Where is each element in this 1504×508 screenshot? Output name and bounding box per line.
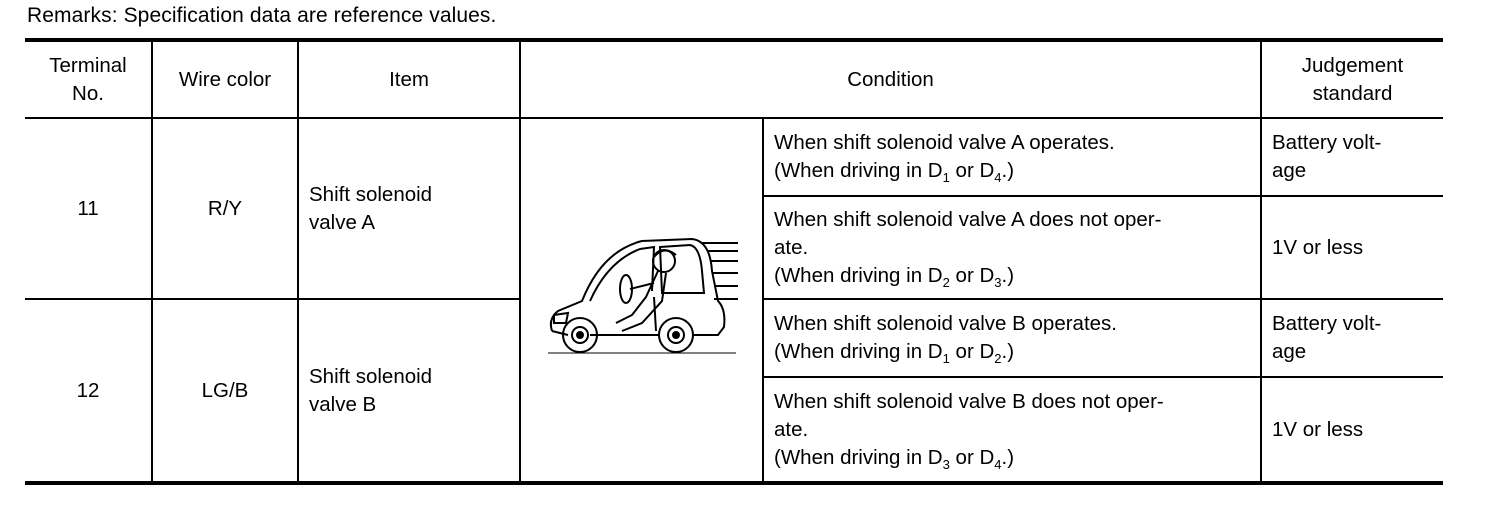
item-line1: Shift solenoid xyxy=(309,364,433,388)
header-terminal-line2: No. xyxy=(72,81,104,105)
condition-cell xyxy=(763,196,1261,299)
condition-text: or D xyxy=(949,263,995,287)
spec-table xyxy=(25,38,1443,485)
terminal-cell: 12 xyxy=(25,299,152,483)
judgement-cell xyxy=(1261,299,1443,377)
judgement-text: age xyxy=(1272,159,1307,182)
subscript: 2 xyxy=(942,274,950,290)
header-item: Item xyxy=(298,40,520,118)
subscript: 3 xyxy=(994,274,1002,290)
header-wire-color: Wire color xyxy=(152,40,298,118)
condition-cell xyxy=(763,299,1261,377)
condition-text: .) xyxy=(1001,445,1015,469)
subscript: 1 xyxy=(942,351,950,366)
illustration-cell xyxy=(520,118,763,483)
condition-text: (When driving in D xyxy=(774,340,943,363)
subscript: 2 xyxy=(994,351,1002,366)
condition-text: When shift solenoid valve A does not oper- xyxy=(774,207,1162,231)
wire-color-cell: R/Y xyxy=(152,118,298,299)
header-judgement-line2: standard xyxy=(1312,81,1393,105)
header-judgement-line1: Judgement xyxy=(1301,53,1404,77)
header-condition: Condition xyxy=(520,40,1261,118)
condition-text: When shift solenoid valve B does not oper- xyxy=(774,389,1164,413)
condition-text: (When driving in D xyxy=(774,445,943,469)
subscript: 3 xyxy=(942,456,950,472)
condition-text: or D xyxy=(949,159,995,182)
condition-text: When shift solenoid valve A operates. xyxy=(774,131,1115,154)
item-cell xyxy=(298,118,520,299)
wire-color-cell: LG/B xyxy=(152,299,298,483)
table-header-row xyxy=(25,40,1443,118)
subscript: 1 xyxy=(942,170,950,185)
condition-text: .) xyxy=(1001,159,1015,182)
header-terminal xyxy=(25,40,152,118)
condition-text: .) xyxy=(1001,263,1015,287)
item-cell xyxy=(298,299,520,483)
header-terminal-line1: Terminal xyxy=(49,53,127,77)
condition-text: or D xyxy=(949,340,995,363)
judgement-text: Battery volt- xyxy=(1272,131,1382,154)
item-line2: valve B xyxy=(309,392,377,416)
item-line2: valve A xyxy=(309,210,376,234)
condition-cell xyxy=(763,377,1261,483)
condition-text: (When driving in D xyxy=(774,263,943,287)
condition-text: .) xyxy=(1001,340,1015,363)
condition-text: ate. xyxy=(774,235,809,259)
condition-text: ate. xyxy=(774,417,809,441)
judgement-text: Battery volt- xyxy=(1272,312,1382,335)
judgement-text: age xyxy=(1272,340,1307,363)
car-driving-illustration-icon xyxy=(542,231,742,361)
remarks-text: Remarks: Specification data are reference values. xyxy=(27,4,497,27)
condition-cell xyxy=(763,118,1261,196)
item-line1: Shift solenoid xyxy=(309,182,433,206)
subscript: 4 xyxy=(994,456,1002,472)
subscript: 4 xyxy=(994,170,1002,185)
condition-text: (When driving in D xyxy=(774,159,943,182)
header-judgement xyxy=(1261,40,1443,118)
condition-text: When shift solenoid valve B operates. xyxy=(774,312,1117,335)
judgement-cell: 1V or less xyxy=(1261,377,1443,483)
table-row xyxy=(25,118,1443,196)
judgement-cell xyxy=(1261,118,1443,196)
judgement-cell: 1V or less xyxy=(1261,196,1443,299)
condition-text: or D xyxy=(949,445,995,469)
terminal-cell: 11 xyxy=(25,118,152,299)
